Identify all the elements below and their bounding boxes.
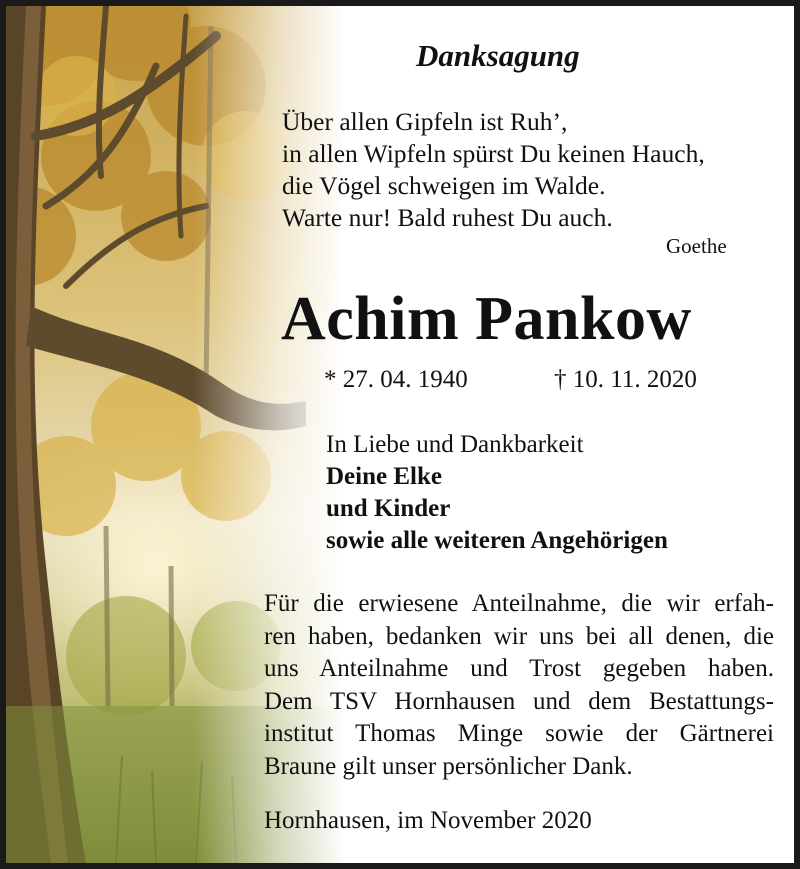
birth-date: * 27. 04. 1940 xyxy=(324,366,468,393)
family-line: Deine Elke xyxy=(326,463,442,490)
poem-author: Goethe xyxy=(666,234,727,258)
thanks-line: uns Anteilnahme und Trost gegeben haben. xyxy=(264,655,774,682)
poem-line: Warte nur! Bald ruhest Du auch. xyxy=(282,203,613,232)
thanks-paragraph xyxy=(264,588,774,783)
thanks-line: institut Thomas Minge sowie der Gärtnerei xyxy=(264,720,774,747)
heading: Danksagung xyxy=(416,38,580,73)
place-date: Hornhausen, im November 2020 xyxy=(264,807,592,834)
thanks-line: ren haben, bedanken wir uns bei all denen, die xyxy=(264,622,774,650)
thanks-line: Für die erwiesene Anteilnahme, die wir erfah- xyxy=(264,590,774,617)
poem-line: in allen Wipfeln spürst Du keinen Hauch, xyxy=(282,139,705,168)
family-line: sowie alle weiteren Angehörigen xyxy=(326,527,668,554)
thanks-line: Braune gilt unser persönlicher Dank. xyxy=(264,752,633,780)
family-signature xyxy=(326,429,668,557)
family-line: und Kinder xyxy=(326,495,451,522)
poem-line: die Vögel schweigen im Walde. xyxy=(282,171,606,200)
death-date: † 10. 11. 2020 xyxy=(554,366,697,393)
poem-line: Über allen Gipfeln ist Ruh’, xyxy=(282,107,568,136)
thanks-line: Dem TSV Hornhausen und dem Bestattungs- xyxy=(264,687,774,715)
family-intro: In Liebe und Dankbarkeit xyxy=(326,431,584,458)
poem xyxy=(282,106,705,234)
deceased-name: Achim Pankow xyxy=(281,285,692,353)
